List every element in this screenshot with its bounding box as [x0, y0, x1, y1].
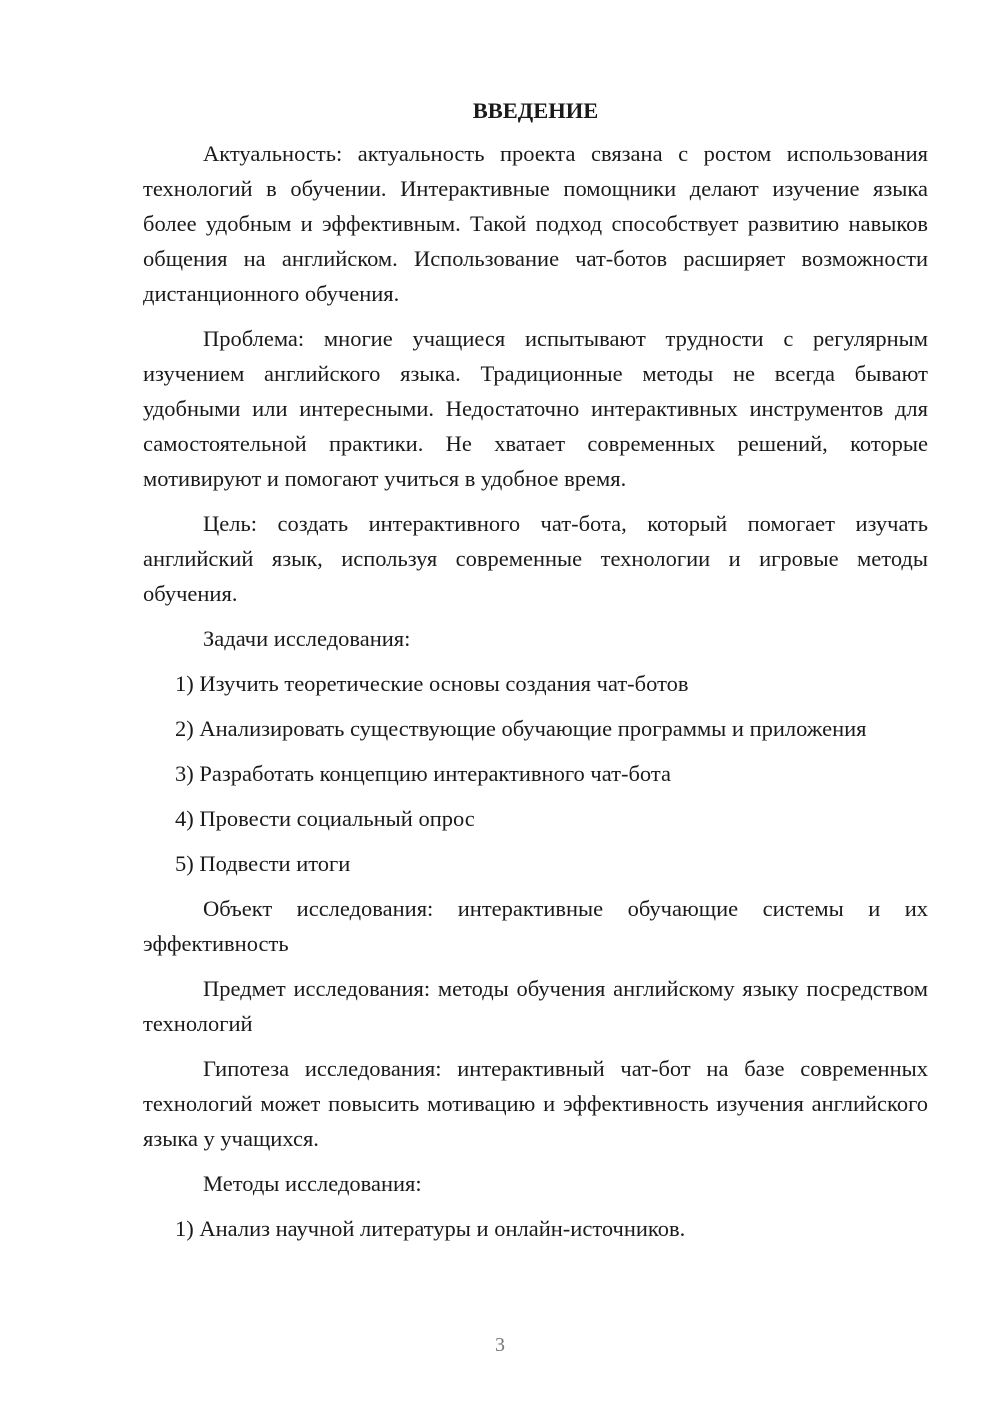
object-paragraph: Объект исследования: интерактивные обучающие системы и их эффективность: [143, 896, 928, 956]
task-item: 4) Провести социальный опрос: [175, 806, 475, 831]
subject-paragraph: Предмет исследования: методы обучения английскому языку посредством технологий: [143, 976, 928, 1036]
task-item: 2) Анализировать существующие обучающие программы и приложения: [175, 716, 867, 741]
task-item: 5) Подвести итоги: [175, 851, 351, 876]
problem-paragraph: Проблема: многие учащиеся испытывают трудности с регулярным изучением английского языка. Традиционные методы не всегда бывают удобными или интересными. Недостаточно интерактивных инструментов для самостоятельной практики. Не хватает современных решений, которые мотивируют и помогают учиться в удобное время.: [143, 326, 928, 491]
page-number: 3: [495, 1334, 505, 1356]
task-item: 1) Изучить теоретические основы создания чат-ботов: [175, 671, 689, 696]
task-item: 3) Разработать концепцию интерактивного чат-бота: [175, 761, 671, 786]
relevance-paragraph: Актуальность: актуальность проекта связана с ростом использования технологий в обучении. Интерактивные помощники делают изучение языка более удобным и эффективным. Такой подход способствует развитию навыков общения на английском. Использование чат-ботов расширяет возможности дистанционного обучения.: [143, 141, 928, 306]
methods-heading: Методы исследования:: [203, 1171, 422, 1196]
hypothesis-paragraph: Гипотеза исследования: интерактивный чат-бот на базе современных технологий может повысить мотивацию и эффективность изучения английского языка у учащихся.: [143, 1056, 928, 1151]
tasks-heading: Задачи исследования:: [203, 626, 411, 651]
document-body: [143, 96, 928, 1256]
method-item: 1) Анализ научной литературы и онлайн-источников.: [175, 1216, 686, 1241]
goal-paragraph: Цель: создать интерактивного чат-бота, который помогает изучать английский язык, используя современные технологии и игровые методы обучения.: [143, 511, 928, 606]
section-title: ВВЕДЕНИЕ: [472, 98, 599, 123]
